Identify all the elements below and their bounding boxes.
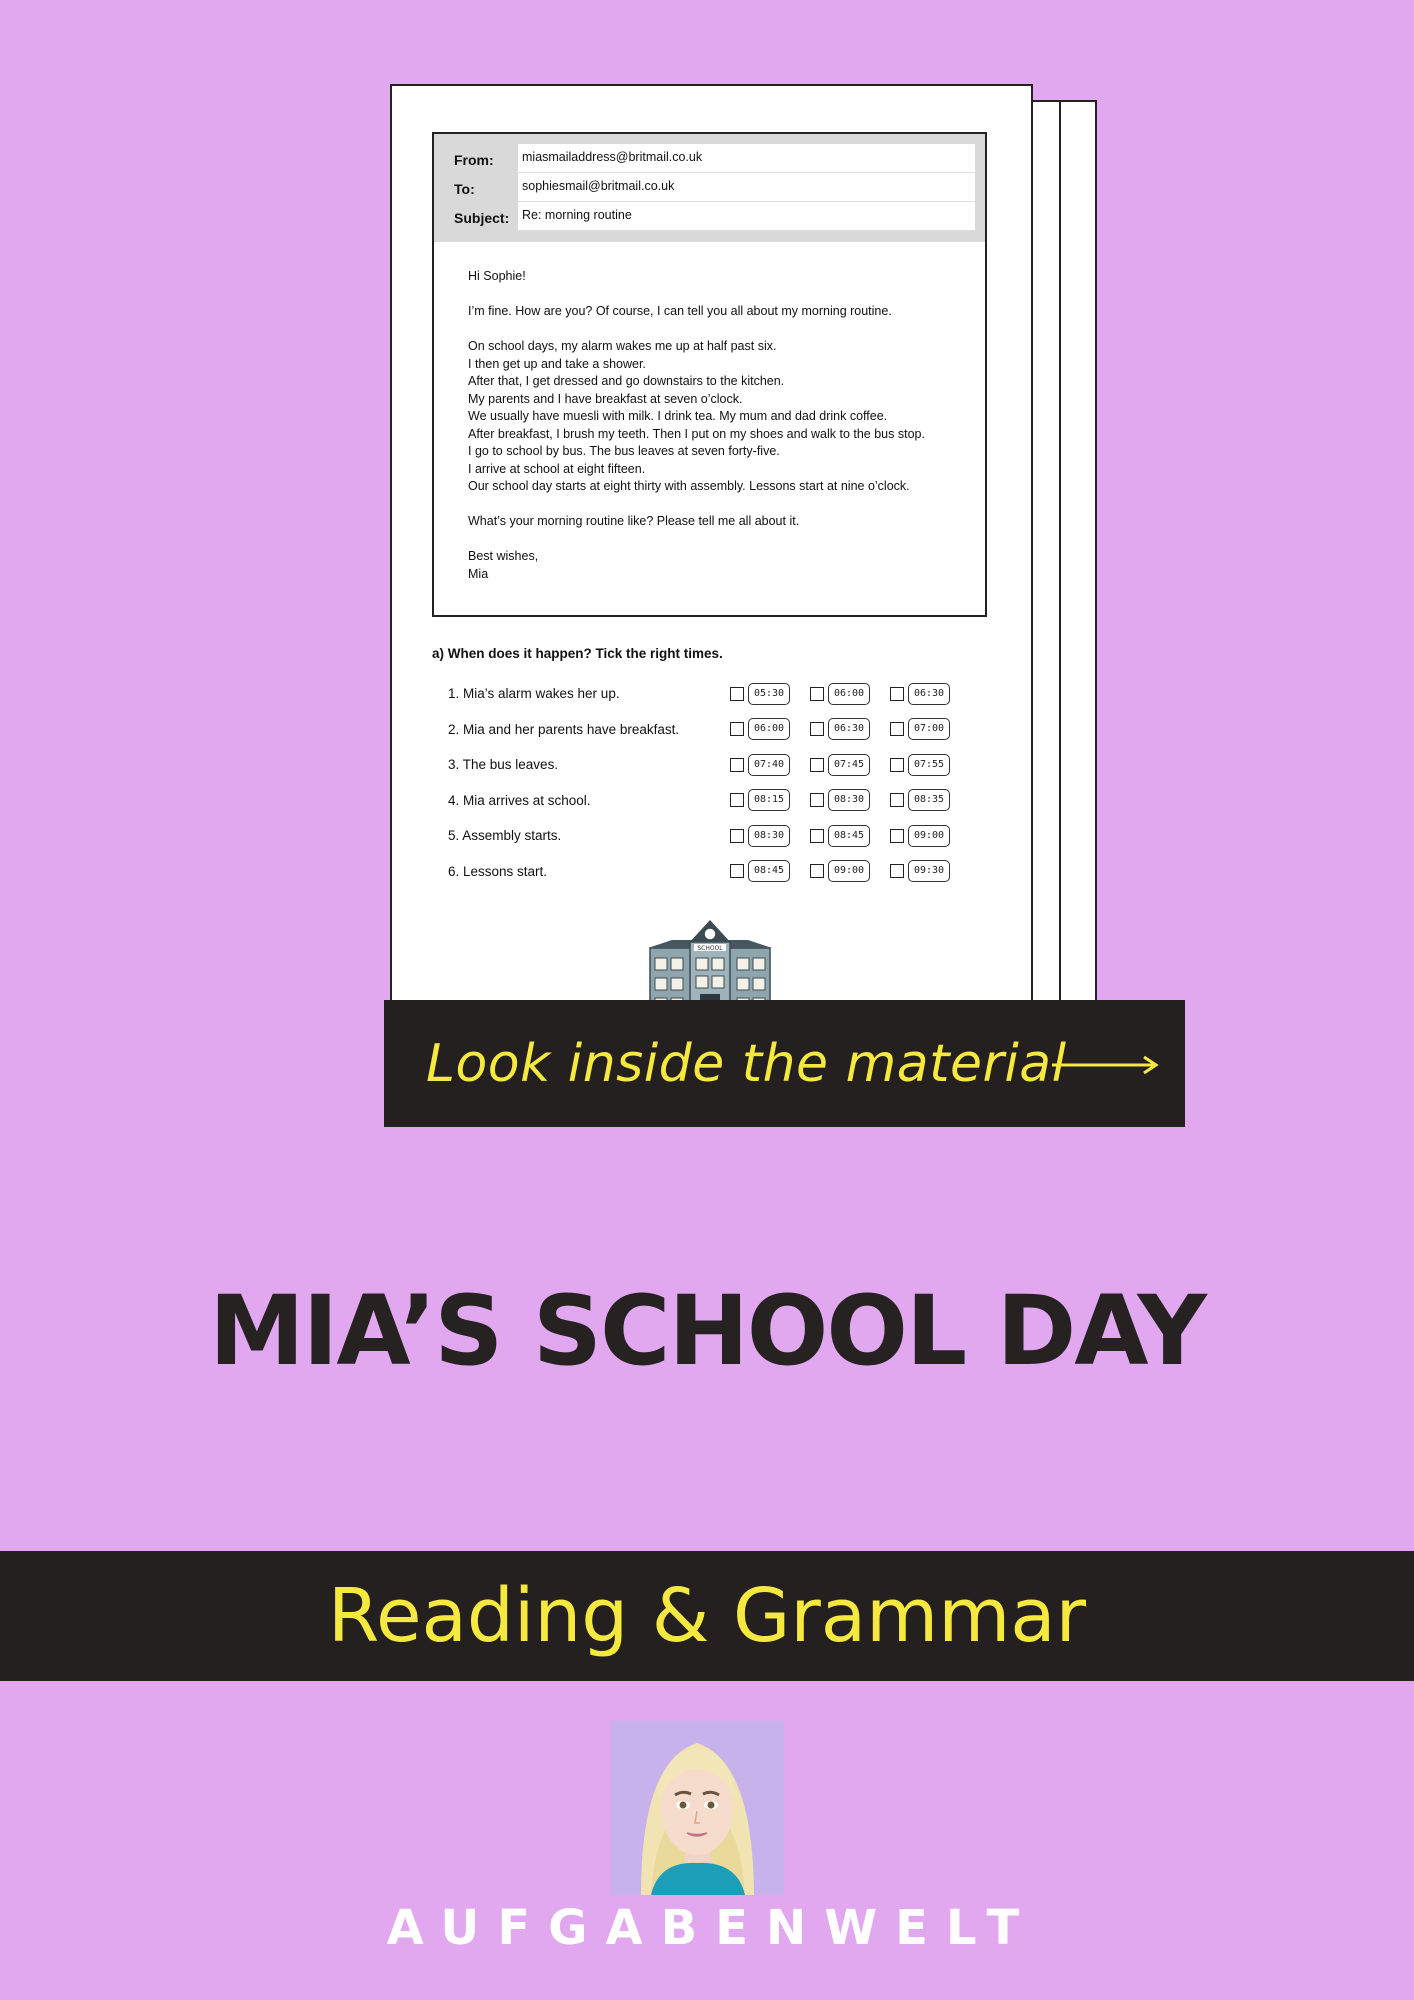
time-label: 07:40 [748,754,790,776]
tick-checkbox[interactable] [730,687,744,701]
tick-checkbox[interactable] [890,687,904,701]
time-option[interactable] [810,825,890,847]
time-label: 06:30 [828,718,870,740]
email-closing: Best wishes, [468,549,539,563]
time-option[interactable] [810,789,890,811]
time-option[interactable] [730,718,810,740]
time-option[interactable] [810,754,890,776]
time-label: 05:30 [748,683,790,705]
to-label: To: [454,181,475,197]
routine-line: I then get up and take a shower. [468,356,646,371]
look-inside-label: Look inside the material [426,1033,1067,1094]
tick-checkbox[interactable] [890,864,904,878]
subtitle: Reading & Grammar [327,1573,1087,1659]
tick-checkbox[interactable] [730,829,744,843]
time-label: 07:00 [908,718,950,740]
look-inside-banner[interactable] [384,1000,1185,1127]
time-option[interactable] [890,789,970,811]
from-row [444,144,975,173]
task-question: 6. Lessons start. [448,863,548,879]
tick-checkbox[interactable] [890,758,904,772]
tick-checkbox[interactable] [810,829,824,843]
time-label: 09:00 [828,860,870,882]
time-option[interactable] [890,860,970,882]
task-row [448,747,988,783]
time-option[interactable] [810,683,890,705]
task-list [448,676,988,889]
time-label: 08:15 [748,789,790,811]
school-sign: SCHOOL [697,945,723,952]
email-intro: I’m fine. How are you? Of course, I can tell you all about my morning routine. [468,304,892,318]
time-option[interactable] [730,825,810,847]
task-title: a) When does it happen? Tick the right times. [432,646,723,661]
time-label: 08:45 [748,860,790,882]
time-label: 09:30 [908,860,950,882]
tick-checkbox[interactable] [890,793,904,807]
email-question: What’s your morning routine like? Please tell me all about it. [468,514,800,528]
time-label: 08:30 [748,825,790,847]
time-label: 09:00 [908,825,950,847]
tick-checkbox[interactable] [730,864,744,878]
time-label: 06:30 [908,683,950,705]
to-row [444,173,975,202]
tick-checkbox[interactable] [810,687,824,701]
tick-checkbox[interactable] [890,722,904,736]
brand-name: AUFGABENWELT [386,1900,1038,1956]
routine-line: After breakfast, I brush my teeth. Then I put on my shoes and walk to the bus stop. [468,426,925,441]
tick-checkbox[interactable] [810,722,824,736]
time-option[interactable] [730,754,810,776]
time-label: 07:55 [908,754,950,776]
time-label: 06:00 [828,683,870,705]
task-row [448,783,988,819]
time-option[interactable] [890,718,970,740]
email-signature: Mia [468,566,489,581]
to-value: sophiesmail@britmail.co.uk [518,173,975,202]
time-label: 07:45 [828,754,870,776]
email-routine [468,338,985,496]
routine-line: On school days, my alarm wakes me up at half past six. [468,339,777,353]
tick-checkbox[interactable] [730,722,744,736]
time-label: 06:00 [748,718,790,740]
task-question: 3. The bus leaves. [448,757,559,773]
email-header [434,134,985,242]
routine-line: We usually have muesli with milk. I drink tea. My mum and dad drink coffee. [468,409,888,423]
page-title: MIA’S SCHOOL DAY [209,1275,1205,1387]
tick-checkbox[interactable] [730,758,744,772]
tick-checkbox[interactable] [810,758,824,772]
task-question: 1. Mia’s alarm wakes her up. [448,686,620,702]
task-row [448,818,988,854]
from-label: From: [454,152,494,168]
from-value: miasmailaddress@britmail.co.uk [518,144,975,173]
time-option[interactable] [810,718,890,740]
routine-line: After that, I get dressed and go downstairs to the kitchen. [468,374,785,388]
time-option[interactable] [890,683,970,705]
routine-line: I arrive at school at eight fifteen. [468,461,646,476]
time-option[interactable] [890,825,970,847]
routine-line: My parents and I have breakfast at seven o’clock. [468,391,743,406]
time-label: 08:35 [908,789,950,811]
task-row [448,676,988,712]
task-question: 2. Mia and her parents have breakfast. [448,721,680,737]
time-option[interactable] [810,860,890,882]
task-question: 4. Mia arrives at school. [448,792,591,808]
tick-checkbox[interactable] [810,864,824,878]
routine-line: I go to school by bus. The bus leaves at seven forty-five. [468,444,780,458]
email-box [432,132,987,617]
tick-checkbox[interactable] [810,793,824,807]
tick-checkbox[interactable] [730,793,744,807]
subtitle-band [0,1551,1414,1681]
time-option[interactable] [730,789,810,811]
email-greeting: Hi Sophie! [468,269,526,283]
avatar [611,1721,784,1895]
time-option[interactable] [890,754,970,776]
task-row [448,854,988,890]
routine-line: Our school day starts at eight thirty with assembly. Lessons start at nine o’clock. [468,479,910,493]
preview-page-front [390,84,1033,1014]
subject-label: Subject: [454,210,510,226]
tick-checkbox[interactable] [890,829,904,843]
subject-row [444,202,975,231]
subject-value: Re: morning routine [518,202,975,231]
school-building-icon [648,914,772,1014]
email-body [434,242,985,583]
task-question: 5. Assembly starts. [448,828,562,844]
time-option[interactable] [730,683,810,705]
time-label: 08:30 [828,789,870,811]
task-row [448,712,988,748]
email-signoff [468,548,985,583]
time-option[interactable] [730,860,810,882]
time-label: 08:45 [828,825,870,847]
arrow-right-icon [1050,1050,1160,1080]
